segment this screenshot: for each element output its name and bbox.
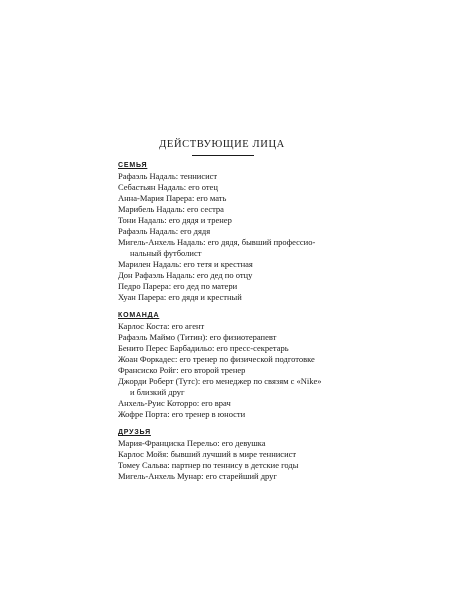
section-entries-friends: [118, 438, 418, 482]
cast-entry: [118, 281, 418, 292]
cast-entry: [118, 343, 418, 354]
cast-entry-text: Анхель-Руис Которро: его врач: [118, 398, 231, 408]
cast-entry: [118, 354, 418, 365]
cast-entry: [118, 204, 418, 215]
section-heading-team: КОМАНДА: [118, 312, 160, 319]
cast-entry-text: Тони Надаль: его дядя и тренер: [118, 215, 232, 225]
cast-entry: [118, 376, 418, 398]
cast-entry-text: Карлос Мойя: бывший лучший в мире теннисист: [118, 449, 297, 459]
cast-entry-text: Марилен Надаль: его тетя и крестная: [118, 259, 253, 269]
cast-entry: [118, 215, 418, 226]
cast-entry: [118, 182, 418, 193]
cast-entry-text: Анна-Мария Парера: его мать: [118, 193, 227, 203]
cast-entry-text: Жоан Форкадес: его тренер по физической подготовке: [118, 354, 315, 364]
cast-entry-text: Дон Рафаэль Надаль: его дед по отцу: [118, 270, 253, 280]
cast-entry: [118, 321, 418, 332]
cast-entry: [118, 292, 418, 303]
cast-entry-text: Марибель Надаль: его сестра: [118, 204, 224, 214]
cast-entry-text: Жофре Порта: его тренер в юности: [118, 409, 246, 419]
cast-entry: [118, 449, 418, 460]
section-heading-friends: ДРУЗЬЯ: [118, 429, 151, 436]
cast-entry-text: Джорди Роберт (Тутс): его менеджер по связям с «Nike»: [118, 376, 322, 386]
cast-entry: [118, 237, 418, 259]
page-title: ДЕЙСТВУЮЩИЕ ЛИЦА: [159, 139, 285, 150]
cast-entry-text: Рафаэль Маймо (Титин): его физиотерапевт: [118, 332, 277, 342]
cast-entry: [118, 332, 418, 343]
cast-entry: [118, 193, 418, 204]
section-entries-family: [118, 171, 418, 303]
cast-entry-continuation: и близкий друг: [130, 387, 185, 397]
cast-entry-text: Себастьян Надаль: его отец: [118, 182, 218, 192]
cast-entry-text: Томеу Сальва: партнер по теннису в детские годы: [118, 460, 299, 470]
cast-entry: [118, 226, 418, 237]
cast-entry: [118, 270, 418, 281]
cast-entry: [118, 398, 418, 409]
cast-entry-text: Педро Парера: его дед по матери: [118, 281, 238, 291]
cast-entry-text: Хуан Парера: его дядя и крестный: [118, 292, 242, 302]
cast-entry-text: Карлос Коста: его агент: [118, 321, 205, 331]
cast-entry-text: Рафаэль Надаль: его дядя: [118, 226, 211, 236]
cast-entry: [118, 460, 418, 471]
cast-entry: [118, 365, 418, 376]
section-friends: [118, 428, 418, 482]
cast-entry: [118, 471, 418, 482]
cast-entry-text: Франсиско Ройг: его второй тренер: [118, 365, 246, 375]
cast-entry: [118, 409, 418, 420]
section-team: [118, 311, 418, 420]
cast-entry-text: Мигель-Анхель Мунар: его старейший друг: [118, 471, 277, 481]
cast-entry: [118, 171, 418, 182]
section-heading-family: СЕМЬЯ: [118, 162, 148, 169]
cast-entry-continuation: нальный футболист: [130, 248, 202, 258]
section-entries-team: [118, 321, 418, 420]
cast-entry-text: Рафаэль Надаль: теннисист: [118, 171, 218, 181]
section-family: [118, 161, 418, 303]
cast-entry: [118, 259, 418, 270]
title-rule: [192, 155, 254, 156]
cast-entry-text: Мигель-Анхель Надаль: его дядя, бывший профессио-: [118, 237, 316, 247]
cast-entry: [118, 438, 418, 449]
cast-list: [118, 161, 418, 482]
cast-entry-text: Мария-Франциска Перельо: его девушка: [118, 438, 266, 448]
cast-entry-text: Бенито Перес Барбадильо: его пресс-секретарь: [118, 343, 289, 353]
